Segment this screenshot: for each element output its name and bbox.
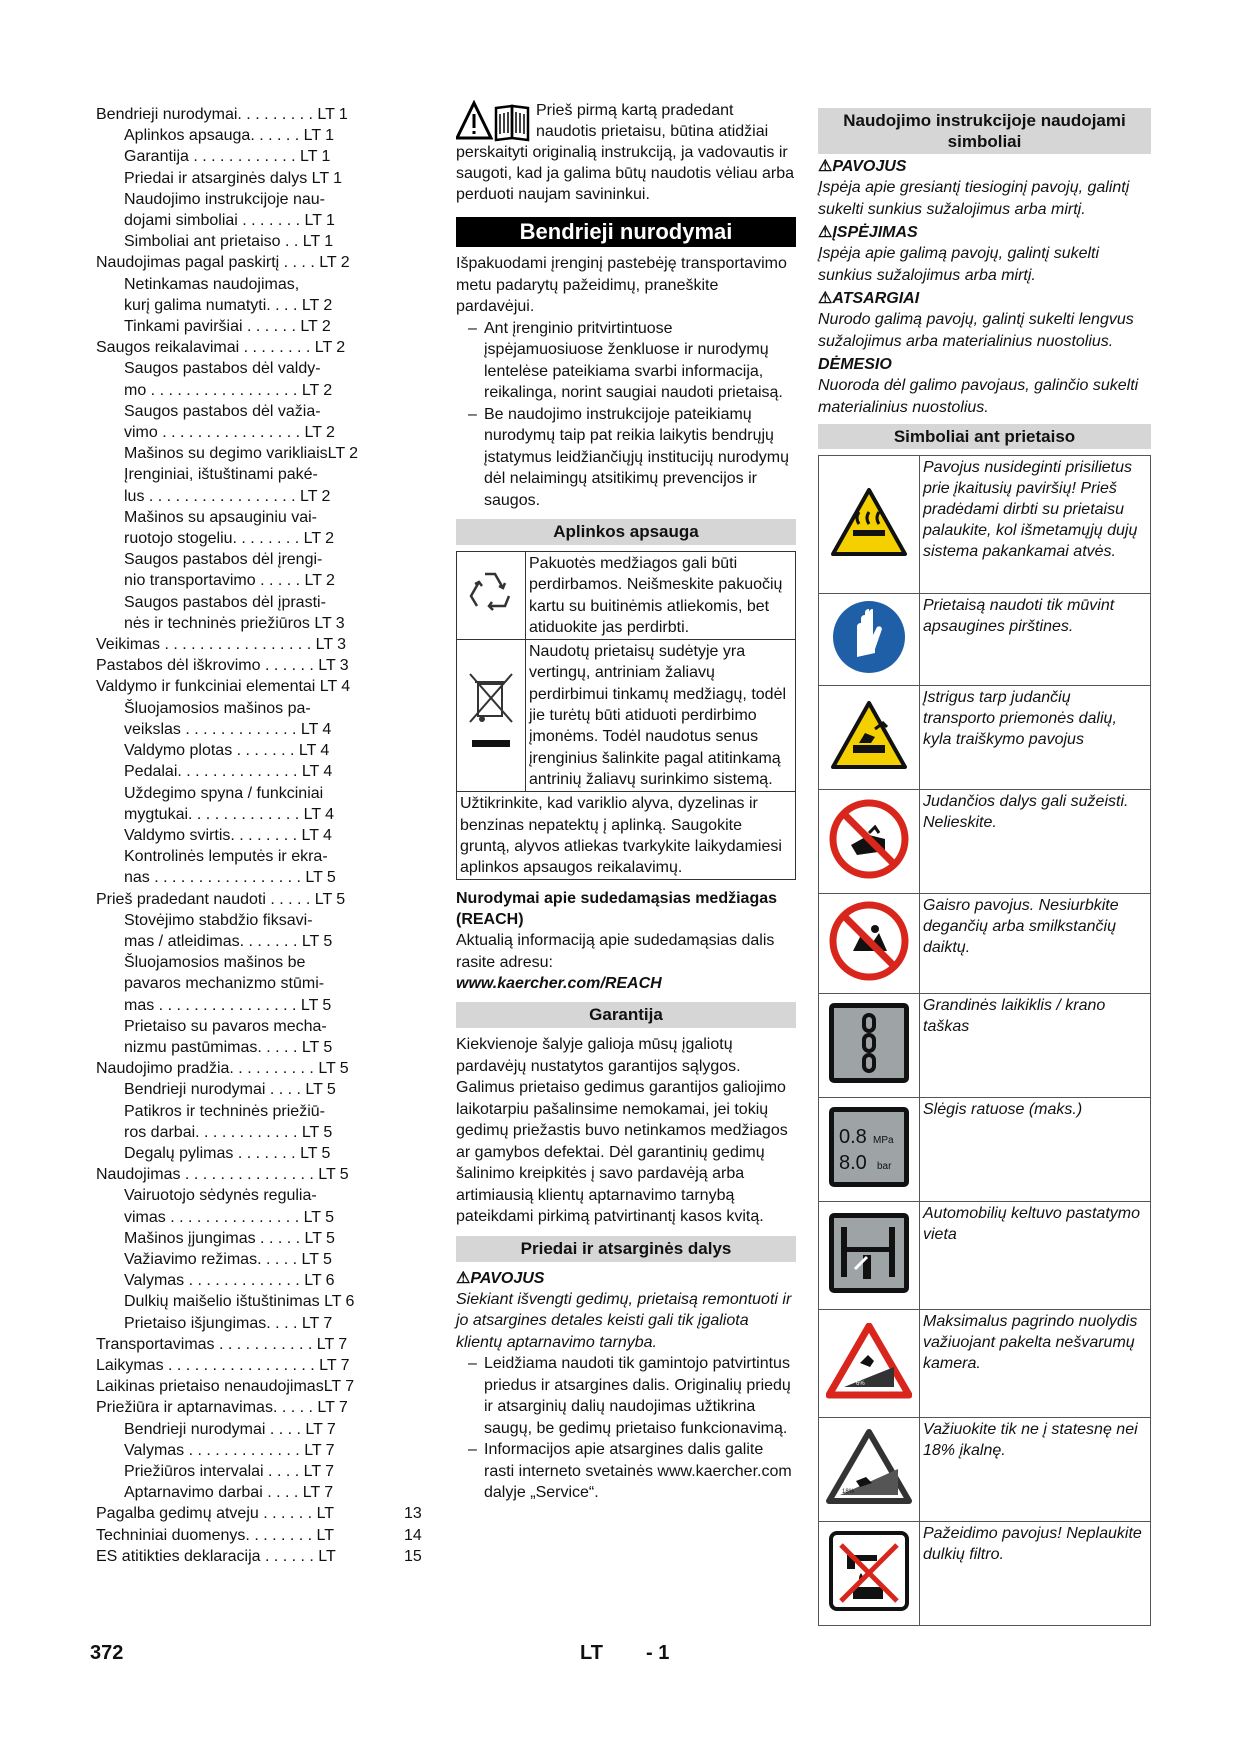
- device-symbol-row: [819, 1418, 1151, 1522]
- toc-entry[interactable]: Naudojimo instrukcijoje nau-: [124, 190, 325, 208]
- section-heading-manual-symbols: Naudojimo instrukcijoje naudojami simboliai: [818, 108, 1151, 154]
- toc-entry[interactable]: Valymas . . . . . . . . . . . . . LT 7: [124, 1441, 335, 1459]
- toc-entry[interactable]: Mašinos įjungimas . . . . . LT 5: [124, 1229, 335, 1247]
- svg-text:18%: 18%: [842, 1489, 855, 1495]
- column-symbols: [818, 108, 1151, 1626]
- toc-entry[interactable]: Naudojimas pagal paskirtį . . . . LT 2: [96, 254, 350, 272]
- toc-entry[interactable]: Laikinas prietaiso nenaudojimasLT 7: [96, 1378, 355, 1396]
- warning-triangle-icon: ⚠: [456, 1269, 471, 1287]
- toc-entry[interactable]: kurį galima numatyti. . . . LT 2: [124, 296, 333, 314]
- toc-entry[interactable]: nės ir techninės priežiūros LT 3: [124, 614, 345, 632]
- toc-entry[interactable]: Patikros ir techninės priežiū-: [124, 1102, 325, 1120]
- crossed-bin-icon: [466, 670, 516, 756]
- toc-entry[interactable]: lus . . . . . . . . . . . . . . . . . LT 2: [124, 487, 331, 505]
- environment-table: [456, 551, 796, 880]
- toc-entry[interactable]: Priedai ir atsarginės dalys LT 1: [124, 169, 343, 187]
- device-symbol-text: Slėgis ratuose (maks.): [920, 1098, 1151, 1202]
- warning-manual-icon: [456, 100, 532, 142]
- device-symbol-row: [819, 994, 1151, 1098]
- slope-lift-icon: [826, 1381, 912, 1403]
- crush-hazard-icon: [829, 758, 909, 775]
- reach-link[interactable]: www.kaercher.com/REACH: [456, 975, 662, 993]
- jack-point-icon: [827, 1282, 911, 1299]
- pressure-icon: [827, 1126, 911, 1193]
- device-symbol-text: Važiuokite tik ne į statesnę nei 18% įkalnę.: [920, 1418, 1151, 1522]
- section-page: - 1: [646, 1642, 670, 1664]
- toc-entry[interactable]: Saugos pastabos dėl įrengi-: [124, 551, 323, 569]
- symbol-description: Nurodo galimą pavojų, galintį sukelti lengvus sužalojimus arba materialinius nuostolius.: [818, 311, 1134, 350]
- toc-entry[interactable]: Priežiūros intervalai . . . . LT 7: [124, 1463, 335, 1480]
- toc-entry[interactable]: Dulkių maišelio ištuštinimas LT 6: [124, 1293, 355, 1311]
- toc-entry[interactable]: Stovėjimo stabdžio fiksavi-: [124, 911, 313, 929]
- section-heading-warranty: Garantija: [456, 1002, 796, 1028]
- symbol-label: DĖMESIO: [818, 356, 892, 373]
- table-of-contents: [96, 104, 422, 1567]
- device-symbol-row: [819, 686, 1151, 790]
- page-number: 372: [90, 1642, 124, 1664]
- toc-entry[interactable]: Valymas . . . . . . . . . . . . . LT 6: [124, 1272, 335, 1290]
- device-symbol-row: [819, 790, 1151, 894]
- toc-entry[interactable]: vimo . . . . . . . . . . . . . . . . LT 2: [124, 424, 335, 442]
- general-paragraph: Išpakuodami įrenginį pastebėję transportavimo metu padarytų pažeidimų, praneškite pardavėjui.: [456, 255, 787, 315]
- device-symbol-text: Judančios dalys gali sužeisti. Nelieskite.: [920, 790, 1151, 894]
- toc-entry[interactable]: Prietaiso su pavaros mecha-: [124, 1017, 327, 1035]
- reach-heading: Nurodymai apie sudedamąsias medžiagas (REACH): [456, 890, 778, 929]
- svg-text:MPa: MPa: [873, 1135, 894, 1146]
- environment-packaging-text: Pakuotės medžiagos gali būti perdirbamos. Neišmeskite pakuočių kartu su buitinėmis atliekomis, bet atiduokite jas perdirbti.: [526, 552, 796, 640]
- section-title-general: Bendrieji nurodymai: [456, 217, 796, 247]
- toc-entry[interactable]: Priežiūra ir aptarnavimas. . . . . LT 7: [96, 1399, 348, 1417]
- toc-entry[interactable]: Pastabos dėl iškrovimo . . . . . . LT 3: [96, 657, 349, 675]
- device-symbol-text: Prietaisą naudoti tik mūvint apsaugines pirštines.: [920, 594, 1151, 686]
- device-symbol-text: Pažeidimo pavojus! Neplaukite dulkių filtro.: [920, 1522, 1151, 1626]
- danger-label: ⚠PAVOJUS: [456, 1269, 545, 1287]
- device-symbol-row: [819, 456, 1151, 594]
- environment-oil-text: Užtikrinkite, kad variklio alyva, dyzelinas ir benzinas nepatektų į aplinką. Saugokite gruntą, alyvos atliekas tvarkykite laikydamiesi aplinkos apsaugos reikalavimų.: [457, 792, 796, 880]
- device-symbol-row: [819, 1202, 1151, 1310]
- toc-entry[interactable]: Įrenginiai, ištuštinami paké-: [124, 466, 318, 484]
- toc-entry[interactable]: ES atitikties deklaracija . . . . . . LT 15: [96, 1547, 422, 1565]
- column-general: [456, 100, 796, 1504]
- chain-hook-icon: [827, 1072, 911, 1089]
- device-symbol-row: [819, 1310, 1151, 1418]
- toc-entry[interactable]: Laikymas . . . . . . . . . . . . . . . . . LT 7: [96, 1356, 350, 1374]
- toc-entry[interactable]: Valdymo svirtis. . . . . . . . LT 4: [124, 826, 332, 844]
- toc-entry[interactable]: Mašinos su apsauginiu vai-: [124, 508, 317, 526]
- warning-triangle-icon: ⚠: [818, 158, 833, 175]
- symbol-label: ⚠PAVOJUS: [818, 158, 907, 175]
- accessories-bullet: – Leidžiama naudoti tik gamintojo patvirtintus priedus ir atsargines dalis. Originalių priedų ir atsarginių dalių naudojimas užtikrina saugų, be gedimų prietaiso funkcionavimą.: [468, 1355, 791, 1437]
- no-flammable-icon: [829, 968, 909, 985]
- intro-block: [456, 100, 796, 205]
- toc-entry[interactable]: Bendrieji nurodymai . . . . LT 7: [124, 1420, 336, 1438]
- manual-symbols-list: [818, 156, 1151, 418]
- symbol-description: Nuoroda dėl galimo pavojaus, galinčio sukelti materialinius nuostolius.: [818, 377, 1139, 416]
- svg-text:bar: bar: [877, 1161, 892, 1172]
- section-heading-device-symbols: Simboliai ant prietaiso: [818, 424, 1151, 449]
- toc-entry[interactable]: nio transportavimo . . . . . LT 2: [124, 572, 335, 590]
- toc-entry[interactable]: Prietaiso išjungimas. . . . LT 7: [124, 1314, 333, 1332]
- toc-entry[interactable]: Aplinkos apsauga. . . . . . LT 1: [124, 127, 335, 145]
- symbol-description: Įspėja apie galimą pavojų, galintį sukelti sunkius sužalojimus arba mirtį.: [818, 245, 1100, 284]
- toc-entry[interactable]: nizmu pastūmimas. . . . . LT 5: [124, 1038, 333, 1056]
- hot-surface-icon: [829, 545, 909, 562]
- toc-entry[interactable]: Netinkamas naudojimas,: [124, 275, 300, 293]
- svg-text:6%: 6%: [856, 1381, 865, 1387]
- toc-entry[interactable]: Simboliai ant prietaiso . . LT 1: [124, 233, 334, 251]
- warranty-text: Kiekvienoje šalyje galioja mūsų įgaliotų pardavėjų nustatytos garantijos sąlygos. Galimus prietaiso gedimus garantijos galiojimo laikotarpiu pašalinsime nemokamai, jei tokių gedimų priežastis buvo netinkamos medžiagos ar gamybos defektai. Dėl garantinių gedimų šalinimo kreipkitės į savo pardavėją arba artimiausią klientų aptarnavimo tarnybą pateikdami pirkimą patvirtinantį kasos kvitą.: [456, 1036, 788, 1226]
- device-symbol-row: [819, 1098, 1151, 1202]
- accessories-warning: Siekiant išvengti gedimų, prietaisą remontuoti ir jo atsargines detales keisti gali tik įgaliota klientų aptarnavimo tarnyba.: [456, 1290, 792, 1351]
- svg-text:0.8: 0.8: [839, 1126, 867, 1148]
- toc-entry[interactable]: Transportavimas . . . . . . . . . . . LT 7: [96, 1335, 348, 1353]
- toc-entry[interactable]: Uždegimo spyna / funkciniai: [124, 784, 324, 802]
- device-symbol-row: [819, 1522, 1151, 1626]
- toc-entry[interactable]: Techniniai duomenys. . . . . . . . LT 14: [96, 1526, 422, 1544]
- intro-text: Prieš pirmą kartą pradedant naudotis prietaisu, būtina atidžiai perskaityti originalią instrukciją, ja vadovautis ir saugoti, kad ja galima būtų naudotis vėliau arba perduoti naujam savininkui.: [456, 102, 794, 203]
- toc-entry[interactable]: nas . . . . . . . . . . . . . . . . . LT 5: [124, 869, 336, 887]
- svg-text:8.0: 8.0: [839, 1152, 867, 1174]
- toc-entry[interactable]: Mašinos su degimo varikliaisLT 2: [124, 445, 359, 463]
- toc-entry[interactable]: Vairuotojo sėdynės regulia-: [124, 1187, 317, 1205]
- toc-entry[interactable]: ros darbai. . . . . . . . . . . . LT 5: [124, 1123, 333, 1141]
- toc-entry[interactable]: Garantija . . . . . . . . . . . . LT 1: [124, 148, 331, 166]
- toc-entry[interactable]: Saugos pastabos dėl valdy-: [124, 360, 321, 378]
- toc-entry[interactable]: Saugos pastabos dėl važia-: [124, 402, 321, 420]
- symbol-label: ⚠ATSARGIAI: [818, 290, 920, 307]
- toc-entry[interactable]: Valdymo plotas . . . . . . . LT 4: [124, 742, 330, 760]
- device-symbol-text: Grandinės laikiklis / krano taškas: [920, 994, 1151, 1098]
- toc-entry[interactable]: Pedalai. . . . . . . . . . . . . . LT 4: [124, 763, 333, 781]
- toc-entry[interactable]: mas / atleidimas. . . . . . . LT 5: [124, 932, 333, 950]
- section-heading-accessories: Priedai ir atsarginės dalys: [456, 1236, 796, 1262]
- section-heading-environment: Aplinkos apsauga: [456, 519, 796, 545]
- toc-entry[interactable]: Naudojimas . . . . . . . . . . . . . . . LT 5: [96, 1166, 349, 1184]
- device-symbol-text: Maksimalus pagrindo nuolydis važiuojant pakelta nešvarumų kamera.: [920, 1310, 1151, 1418]
- symbol-description: Įspėja apie gresiantį tiesioginį pavojų, galintį sukelti sunkius sužalojimus arba mirtį.: [818, 179, 1130, 218]
- reach-text: Aktualią informaciją apie sudedamąsias dalis rasite adresu:: [456, 932, 775, 971]
- toc-entry[interactable]: Saugos reikalavimai . . . . . . . . LT 2: [96, 339, 346, 357]
- toc-entry[interactable]: mo . . . . . . . . . . . . . . . . . LT 2: [124, 381, 333, 399]
- device-symbol-row: [819, 594, 1151, 686]
- device-symbol-text: Automobilių keltuvo pastatymo vieta: [920, 1202, 1151, 1310]
- toc-entry[interactable]: Bendrieji nurodymai. . . . . . . . . LT 1: [96, 106, 348, 123]
- toc-entry[interactable]: Valdymo ir funkciniai elementai LT 4: [96, 678, 351, 696]
- device-symbol-text: Įstrigus tarp judančių transporto priemonės dalių, kyla traiškymo pavojus: [920, 686, 1151, 790]
- toc-entry[interactable]: dojami simboliai . . . . . . . LT 1: [124, 212, 335, 230]
- toc-entry[interactable]: Tinkami paviršiai . . . . . . LT 2: [124, 318, 331, 336]
- toc-entry[interactable]: Prieš pradedant naudoti . . . . . LT 5: [96, 890, 346, 908]
- device-symbols-table: [818, 455, 1151, 1626]
- gloves-icon: [829, 664, 909, 681]
- no-wash-icon: [827, 1600, 911, 1617]
- no-touch-icon: [829, 866, 909, 883]
- toc-entry[interactable]: Veikimas . . . . . . . . . . . . . . . . . LT 3: [96, 636, 346, 654]
- toc-entry[interactable]: Šluojamosios mašinos be: [124, 954, 306, 972]
- toc-entry[interactable]: Naudojimo pradžia. . . . . . . . . . LT 5: [96, 1060, 349, 1078]
- language-code: LT: [580, 1642, 603, 1664]
- general-bullet: – Be naudojimo instrukcijoje pateikiamų nurodymų taip pat reikia laikytis bendrųjų įstatymus leidžiančiųjų institucijų nurodymų dėl nelaimingų atsitikimų prevencijos ir saugos.: [468, 405, 790, 509]
- toc-entry[interactable]: Aptarnavimo darbai . . . . LT 7: [124, 1484, 334, 1502]
- recycling-icon: [465, 566, 517, 618]
- toc-entry[interactable]: ruotojo stogeliu. . . . . . . . LT 2: [124, 530, 335, 548]
- device-symbol-text: Gaisro pavojus. Nesiurbkite degančių arba smilkstančių daiktų.: [920, 894, 1151, 994]
- toc-entry[interactable]: Kontrolinės lemputės ir ekra-: [124, 848, 328, 866]
- toc-entry[interactable]: Saugos pastabos dėl įprasti-: [124, 593, 326, 611]
- device-symbol-row: [819, 894, 1151, 994]
- toc-entry[interactable]: Bendrieji nurodymai . . . . LT 5: [124, 1081, 336, 1099]
- environment-disposal-text: Naudotų prietaisų sudėtyje yra vertingų, antriniam žaliavų perdirbimui tinkamų medžiagų, todėl jie turėtų būti atiduoti perdirbimo įmonėms. Todėl naudotus senus įrenginius šalinkite pagal atitinkamą antrinių žaliavų surinkimo sistemą.: [526, 640, 796, 792]
- toc-entry[interactable]: Pagalba gedimų atveju . . . . . . LT 13: [96, 1505, 422, 1523]
- general-bullet: – Ant įrenginio pritvirtintuose įspėjamuosiuose ženkluose ir nurodymų lentelėse pateikiama svarbi informacija, reikalinga, norint saugiai naudoti prietaisą.: [468, 319, 783, 401]
- toc-entry[interactable]: Degalų pylimas . . . . . . . LT 5: [124, 1144, 331, 1162]
- slope-drive-icon: [826, 1489, 912, 1509]
- toc-entry[interactable]: veikslas . . . . . . . . . . . . . LT 4: [124, 720, 332, 738]
- device-symbol-text: Pavojus nusideginti prisilietus prie įkaitusių paviršių! Prieš pradėdami dirbti su prietaisu palaukite, kol išmetamųjų dujų sistema pakankamai atvės.: [920, 456, 1151, 594]
- symbol-label: ⚠ĮSPĖJIMAS: [818, 224, 918, 241]
- warning-triangle-icon: ⚠: [818, 224, 833, 241]
- toc-entry[interactable]: pavaros mechanizmo stūmi-: [124, 975, 325, 993]
- toc-entry[interactable]: mygtukai. . . . . . . . . . . . . LT 4: [124, 805, 334, 823]
- toc-entry[interactable]: Šluojamosios mašinos pa-: [124, 699, 311, 717]
- toc-entry[interactable]: Važiavimo režimas. . . . . LT 5: [124, 1250, 332, 1268]
- accessories-bullet: – Informacijos apie atsargines dalis galite rasti interneto svetainės www.kaercher.com dalyje „Service“.: [468, 1441, 792, 1502]
- toc-entry[interactable]: mas . . . . . . . . . . . . . . . . LT 5: [124, 996, 332, 1014]
- toc-entry[interactable]: vimas . . . . . . . . . . . . . . . LT 5: [124, 1208, 334, 1226]
- warning-triangle-icon: ⚠: [818, 290, 833, 307]
